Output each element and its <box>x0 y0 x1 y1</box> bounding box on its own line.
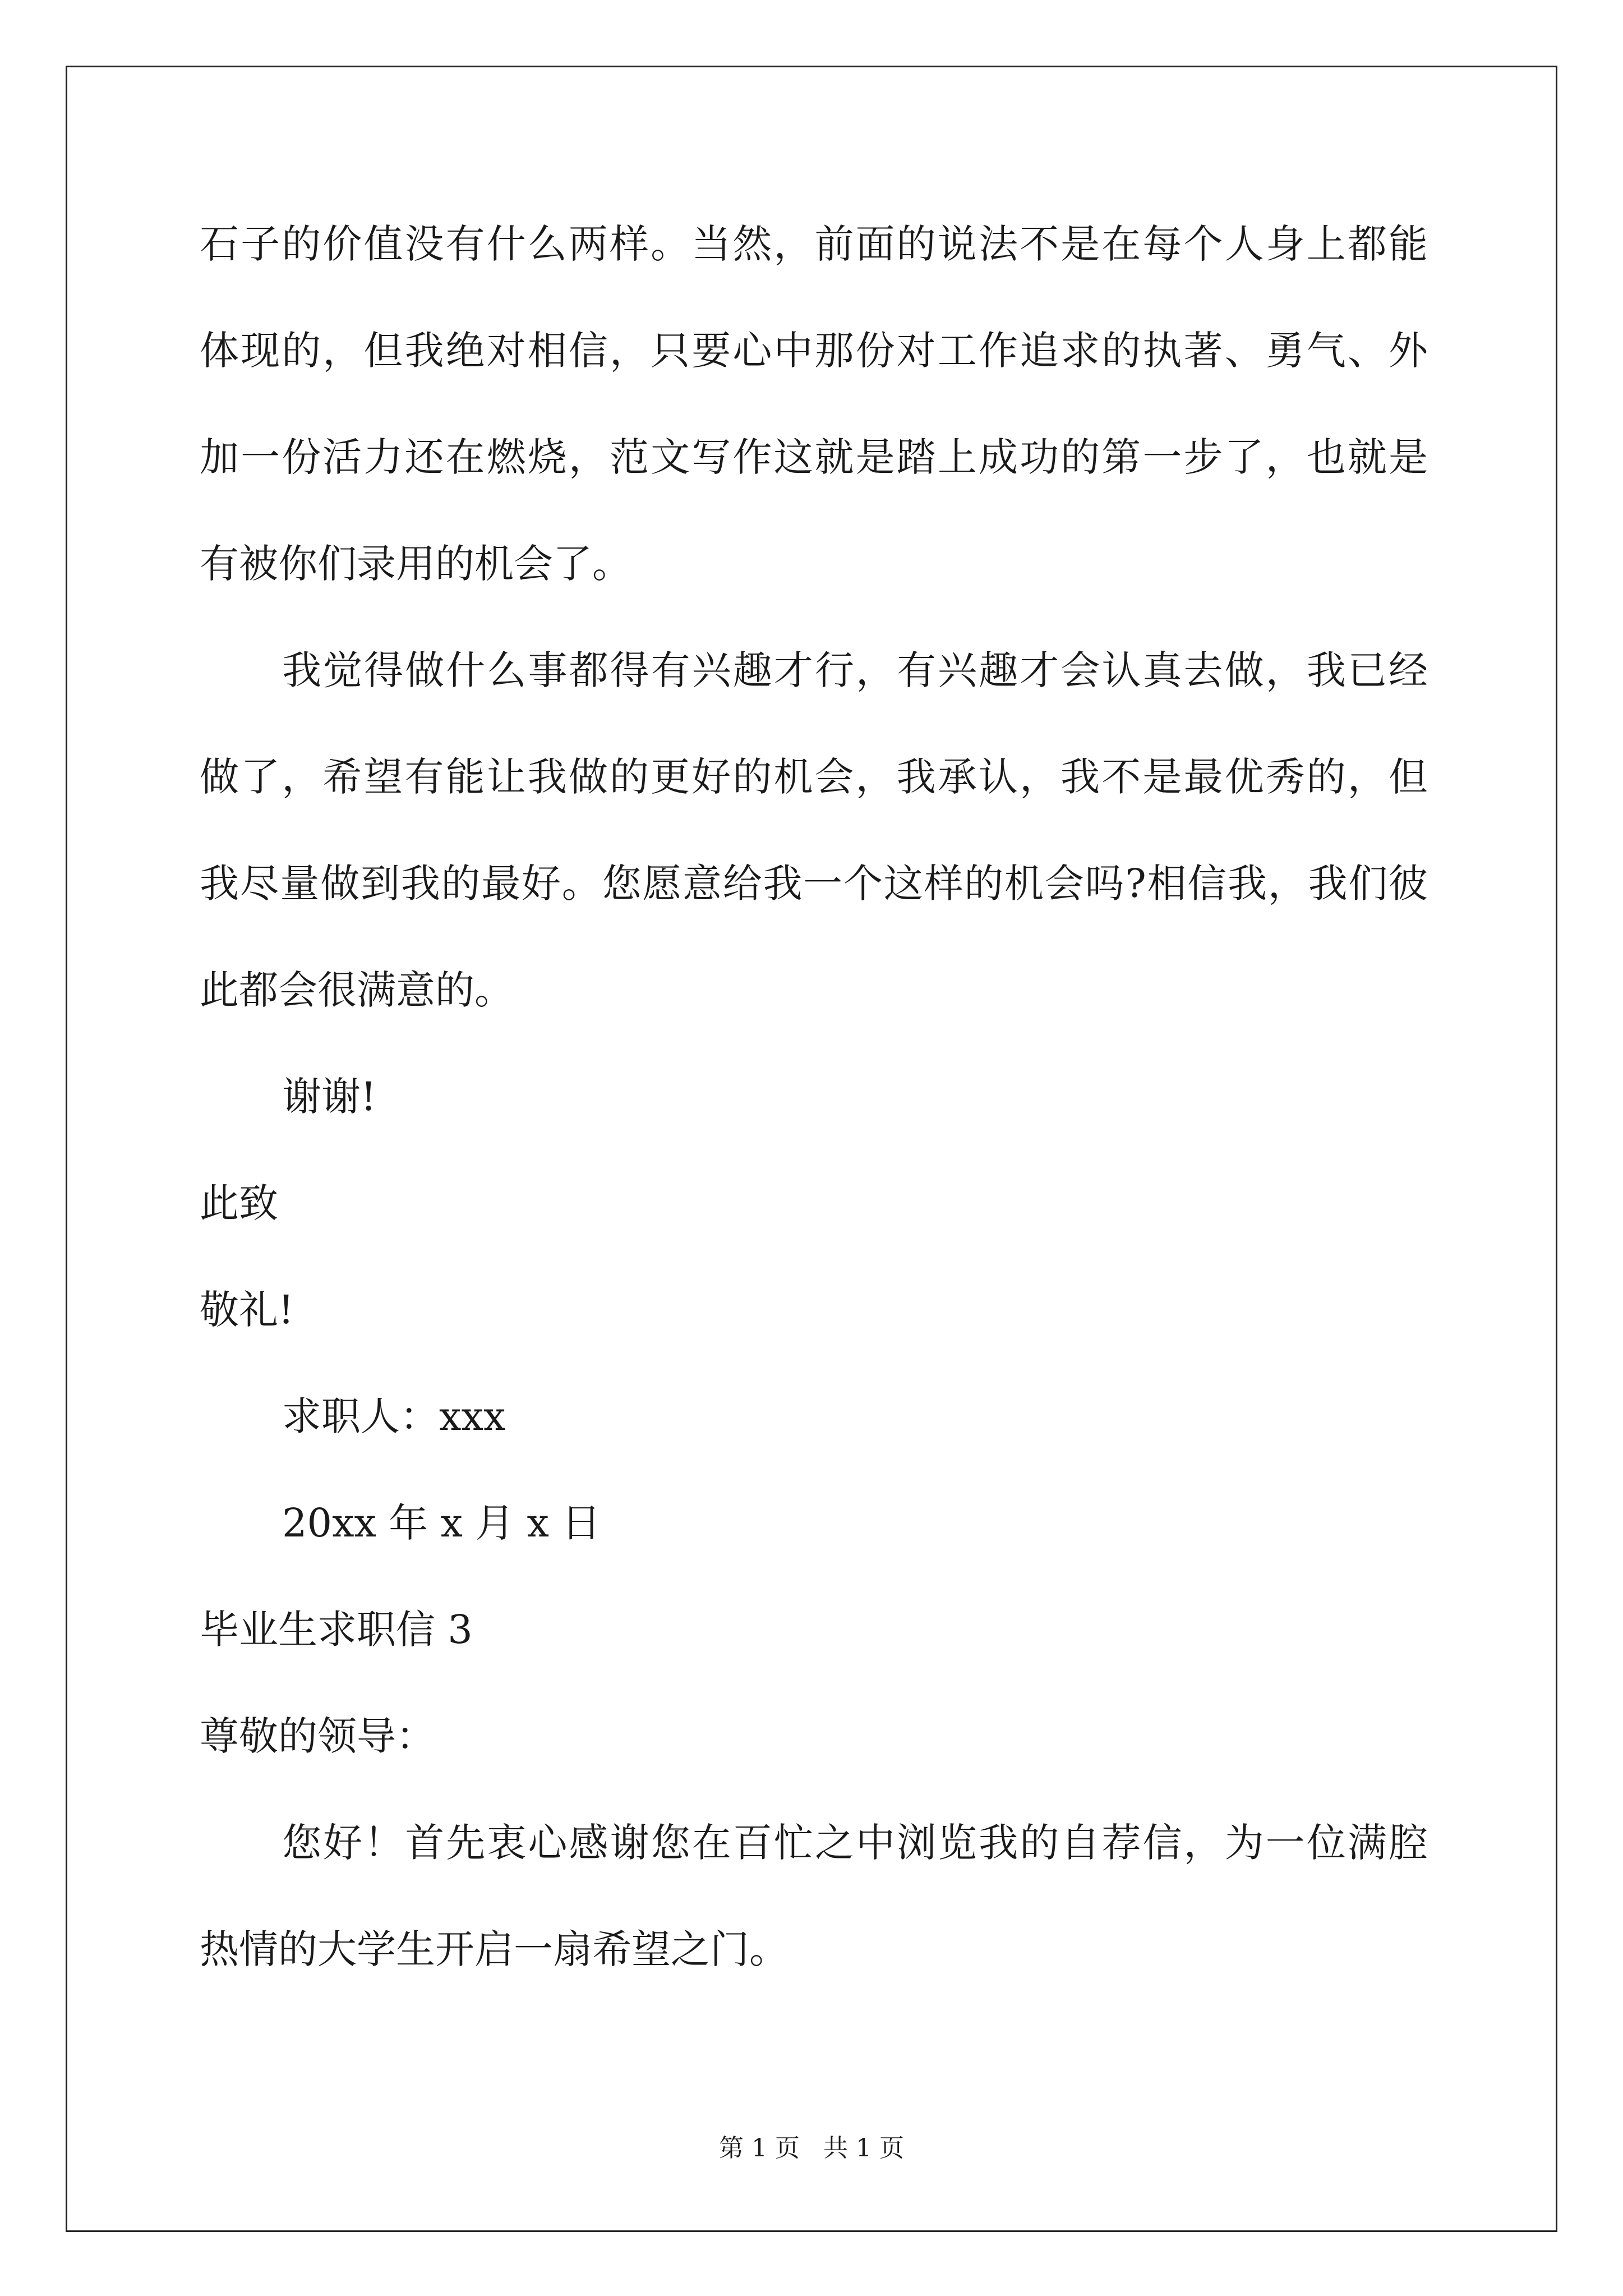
page-footer: 第 1 页 共 1 页 <box>719 2134 904 2162</box>
text-line: 我觉得做什么事都得有兴趣才行，有兴趣才会认真去做，我已经 <box>282 647 1428 693</box>
text-line: 尊敬的领导： <box>200 1713 435 1759</box>
text-line: 热情的大学生开启一扇希望之门。 <box>200 1926 789 1972</box>
text-line: 求职人：xxx <box>282 1393 506 1439</box>
text-line: 做了，希望有能让我做的更好的机会，我承认，我不是最优秀的，但 <box>200 754 1428 800</box>
text-line: 敬礼! <box>200 1287 294 1333</box>
text-line: 我尽量做到我的最好。您愿意给我一个这样的机会吗?相信我，我们彼 <box>200 861 1428 907</box>
text-line: 谢谢! <box>282 1074 377 1120</box>
text-line: 此致 <box>200 1180 278 1226</box>
section-heading: 毕业生求职信 3 <box>200 1607 473 1653</box>
text-line: 有被你们录用的机会了。 <box>200 541 631 587</box>
text-line: 石子的价值没有什么两样。当然，前面的说法不是在每个人身上都能 <box>200 221 1428 267</box>
text-line: 体现的，但我绝对相信，只要心中那份对工作追求的执著、勇气、外 <box>200 328 1428 374</box>
text-line: 您好！首先衷心感谢您在百忙之中浏览我的自荐信，为一位满腔 <box>282 1820 1428 1866</box>
text-line: 此都会很满意的。 <box>200 967 514 1013</box>
page-border <box>66 66 1557 2232</box>
text-line: 加一份活力还在燃烧，范文写作这就是踏上成功的第一步了，也就是 <box>200 434 1428 480</box>
text-line: 20xx 年 x 月 x 日 <box>282 1500 601 1546</box>
